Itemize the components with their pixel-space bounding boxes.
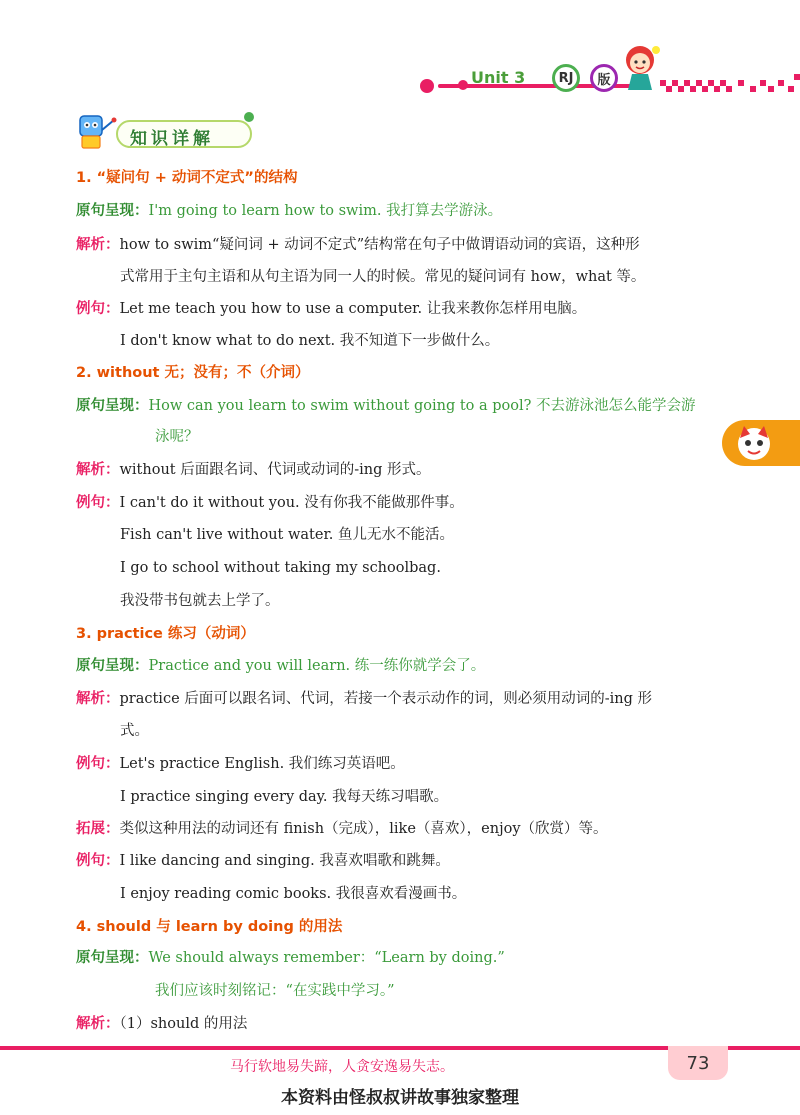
page-number: 73 <box>668 1046 728 1080</box>
example-sentence: 我没带书包就去上学了。 <box>120 593 280 609</box>
analysis-text: practice 后面可以跟名词、代词，若接一个表示动作的词，则必须用动词的-ing 形 <box>119 691 653 707</box>
analysis-text: without 后面跟名词、代词或动词的-ing 形式。 <box>119 462 431 478</box>
original-sentence: 泳呢？ <box>155 429 199 445</box>
example-row <box>76 754 405 774</box>
edition-badge: 版 <box>590 64 618 92</box>
header-dot <box>420 79 434 93</box>
analysis-label: 解析： <box>76 237 120 253</box>
example-sentence: I practice singing every day. 我每天练习唱歌。 <box>120 789 449 805</box>
example-row <box>76 493 464 513</box>
item-heading: 4. should 与 learn by doing 的用法 <box>76 919 343 935</box>
example-sentence: Fish can't live without water. 鱼儿无水不能活。 <box>120 527 455 543</box>
cartoon-face-icon <box>734 424 774 464</box>
section-title-text: 知识详解 <box>130 129 214 149</box>
example-row <box>76 299 586 319</box>
original-sentence: 我们应该时刻铭记：“在实践中学习。” <box>155 983 395 999</box>
example-label: 例句： <box>76 853 120 869</box>
checker-pattern-icon <box>660 70 800 98</box>
analysis-text: how to swim“疑问词 + 动词不定式”结构常在句子中做谓语动词的宾语，这种形 <box>119 237 640 253</box>
analysis-row <box>76 1014 247 1034</box>
example-label: 例句： <box>76 756 120 772</box>
original-sentence: I'm going to learn how to swim. 我打算去学游泳。 <box>148 203 503 219</box>
original-sentence: Practice and you will learn. 练一练你就学会了。 <box>148 658 486 674</box>
header-dot <box>458 80 468 90</box>
original-sentence: How can you learn to swim without going to a pool? 不去游泳池怎么能学会游 <box>148 398 696 414</box>
analysis-row <box>76 235 640 255</box>
analysis-label: 解析： <box>76 462 120 478</box>
original-sentence-row <box>76 396 696 416</box>
analysis-text: 式。 <box>120 723 149 739</box>
example-sentence: I don't know what to do next. 我不知道下一步做什么。 <box>120 333 500 349</box>
section-title-dot <box>244 112 254 122</box>
robot-mascot-icon <box>70 112 118 152</box>
extension-row <box>76 819 608 839</box>
analysis-row <box>76 689 652 709</box>
original-sentence-row <box>76 656 485 676</box>
extension-label: 拓展： <box>76 821 120 837</box>
original-label: 原句呈现： <box>76 398 149 414</box>
example-sentence: Let me teach you how to use a computer. 让我来教你怎样用电脑。 <box>119 301 587 317</box>
footer-proverb: 马行软地易失蹄，人贪安逸易失志。 <box>230 1059 454 1075</box>
original-sentence-row <box>76 948 505 968</box>
original-label: 原句呈现： <box>76 950 149 966</box>
rj-badge: RJ <box>552 64 580 92</box>
example-sentence: I enjoy reading comic books. 我很喜欢看漫画书。 <box>120 886 467 902</box>
original-sentence: We should always remember：“Learn by doing.” <box>148 950 505 966</box>
example-label: 例句： <box>76 301 120 317</box>
original-label: 原句呈现： <box>76 203 149 219</box>
example-sentence: Let's practice English. 我们练习英语吧。 <box>119 756 405 772</box>
credit-line: 本资料由怪叔叔讲故事独家整理 <box>281 1088 519 1108</box>
item-heading: 2. without 无；没有；不（介词） <box>76 365 310 381</box>
side-tab <box>722 420 800 466</box>
example-sentence: I can't do it without you. 没有你我不能做那件事。 <box>119 495 464 511</box>
analysis-label: 解析： <box>76 1016 120 1032</box>
analysis-text: （1）should 的用法 <box>119 1016 248 1032</box>
analysis-text: 式常用于主句主语和从句主语为同一人的时候。常见的疑问词有 how，what 等。 <box>120 269 646 285</box>
extension-text: 类似这种用法的动词还有 finish（完成），like（喜欢），enjoy（欣赏）等。 <box>119 821 608 837</box>
example-sentence: I go to school without taking my schoolbag. <box>120 560 441 576</box>
unit-label: Unit 3 <box>471 68 526 87</box>
item-heading: 3. practice 练习（动词） <box>76 626 255 642</box>
original-sentence-row <box>76 201 502 221</box>
example-row <box>76 851 450 871</box>
example-sentence: I like dancing and singing. 我喜欢唱歌和跳舞。 <box>119 853 450 869</box>
item-heading: 1. “疑问句 + 动词不定式”的结构 <box>76 170 298 186</box>
example-label: 例句： <box>76 495 120 511</box>
analysis-label: 解析： <box>76 691 120 707</box>
page-header <box>0 0 800 110</box>
original-label: 原句呈现： <box>76 658 149 674</box>
analysis-row <box>76 460 430 480</box>
